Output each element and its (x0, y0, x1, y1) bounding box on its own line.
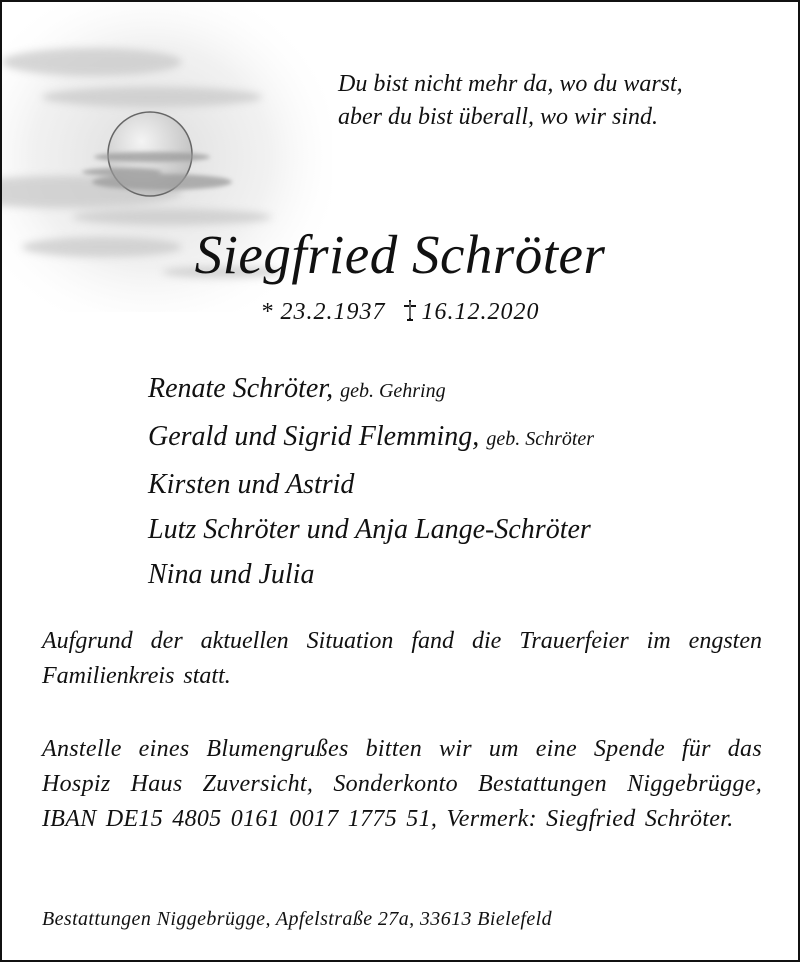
mourner-name: Lutz Schröter und Anja Lange-Schröter (148, 514, 591, 545)
mourner-name: Kirsten und Astrid (148, 469, 355, 500)
mourner-line (148, 507, 594, 552)
donation-note: Anstelle eines Blumengrußes bitten wir um eine Spende für das Hospiz Haus Zuversicht, Sonderkonto Bestattungen Niggebrügge, IBAN DE15 4805 0161 0017 1775 51, Vermerk: Siegfried Schröter. (42, 736, 762, 832)
mourner-line (148, 462, 594, 507)
motto-quote (338, 68, 683, 134)
mourners-list (148, 366, 594, 597)
funeral-note: Aufgrund der aktuellen Situation fand die Trauerfeier im engsten Familienkreis statt. (42, 628, 762, 689)
mourner-name: Renate Schröter, (148, 373, 334, 404)
mourner-line (148, 414, 594, 462)
mourner-note: geb. Schröter (486, 428, 595, 450)
deceased-name: Siegfried Schröter (194, 224, 606, 285)
motto-line-1: Du bist nicht mehr da, wo du warst, (338, 71, 683, 97)
cross-icon (402, 299, 418, 321)
mourner-name: Gerald und Sigrid Flemming, (148, 421, 480, 452)
mourner-note: geb. Gehring (340, 380, 446, 402)
mourner-line (148, 552, 594, 597)
mourner-line (148, 366, 594, 414)
motto-line-2: aber du bist überall, wo wir sind. (338, 104, 659, 130)
mourner-name: Nina und Julia (148, 559, 315, 590)
funeral-home-address: Bestattungen Niggebrügge, Apfelstraße 27a, 33613 Bielefeld (42, 908, 552, 930)
birth-date: * 23.2.1937 (260, 299, 386, 325)
life-dates (2, 295, 798, 329)
death-date: 16.12.2020 (421, 299, 540, 325)
